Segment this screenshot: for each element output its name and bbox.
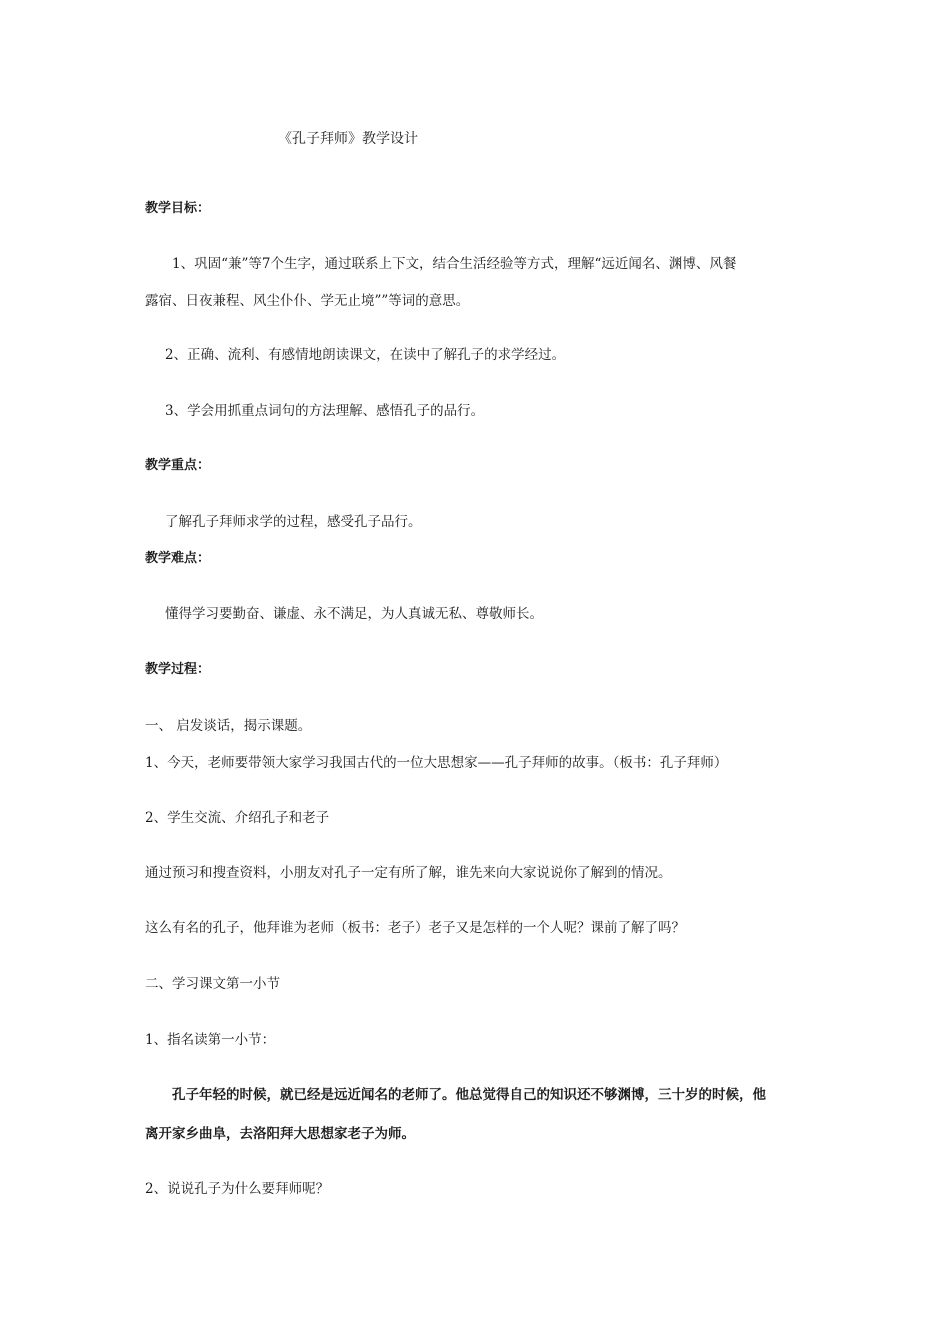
process-section-1-item-2: 2、学生交流、介绍孔子和老子 (145, 810, 330, 826)
process-section-1-paragraph-2: 这么有名的孔子，他拜谁为老师（板书：老子）老子又是怎样的一个人呢？课前了解了吗？ (145, 920, 685, 936)
difficulties-heading: 教学难点： (145, 551, 211, 566)
difficulties-text: 懂得学习要勤奋、谦虚、永不满足，为人真诚无私、尊敬师长。 (165, 606, 543, 622)
process-heading: 教学过程： (145, 662, 211, 677)
goal-item-1-line-2: 露宿、日夜兼程、风尘仆仆、学无止境””等词的意思。 (145, 293, 470, 309)
process-section-2-item-2: 2、说说孔子为什么要拜师呢？ (145, 1181, 330, 1197)
process-section-1: 一、 启发谈话，揭示课题。 (145, 718, 312, 734)
key-points-heading: 教学重点： (145, 458, 211, 473)
goal-item-3: 3、学会用抓重点词句的方法理解、感悟孔子的品行。 (165, 403, 485, 419)
goal-item-2: 2、正确、流利、有感情地朗读课文，在读中了解孔子的求学经过。 (165, 347, 566, 363)
process-section-1-item-1: 1、今天，老师要带领大家学习我国古代的一位大思想家——孔子拜师的故事。（板书：孔子拜师） (145, 755, 728, 771)
goal-item-1-line-1: 1、巩固“兼”等7个生字，通过联系上下文，结合生活经验等方式，理解“远近闻名、渊博、风餐 (172, 256, 737, 272)
quote-line-2: 离开家乡曲阜，去洛阳拜大思想家老子为师。 (145, 1126, 415, 1142)
process-section-1-paragraph-1: 通过预习和搜查资料，小朋友对孔子一定有所了解，谁先来向大家说说你了解到的情况。 (145, 865, 672, 881)
process-section-2-item-1: 1、指名读第一小节： (145, 1032, 276, 1048)
quote-line-1: 孔子年轻的时候，就已经是远近闻名的老师了。他总觉得自己的知识还不够渊博，三十岁的时候，他 (172, 1087, 766, 1103)
key-points-text: 了解孔子拜师求学的过程，感受孔子品行。 (165, 514, 422, 530)
document-title: 《孔子拜师》教学设计 (278, 131, 418, 147)
goals-heading: 教学目标： (145, 201, 211, 216)
process-section-2: 二、学习课文第一小节 (145, 976, 280, 992)
